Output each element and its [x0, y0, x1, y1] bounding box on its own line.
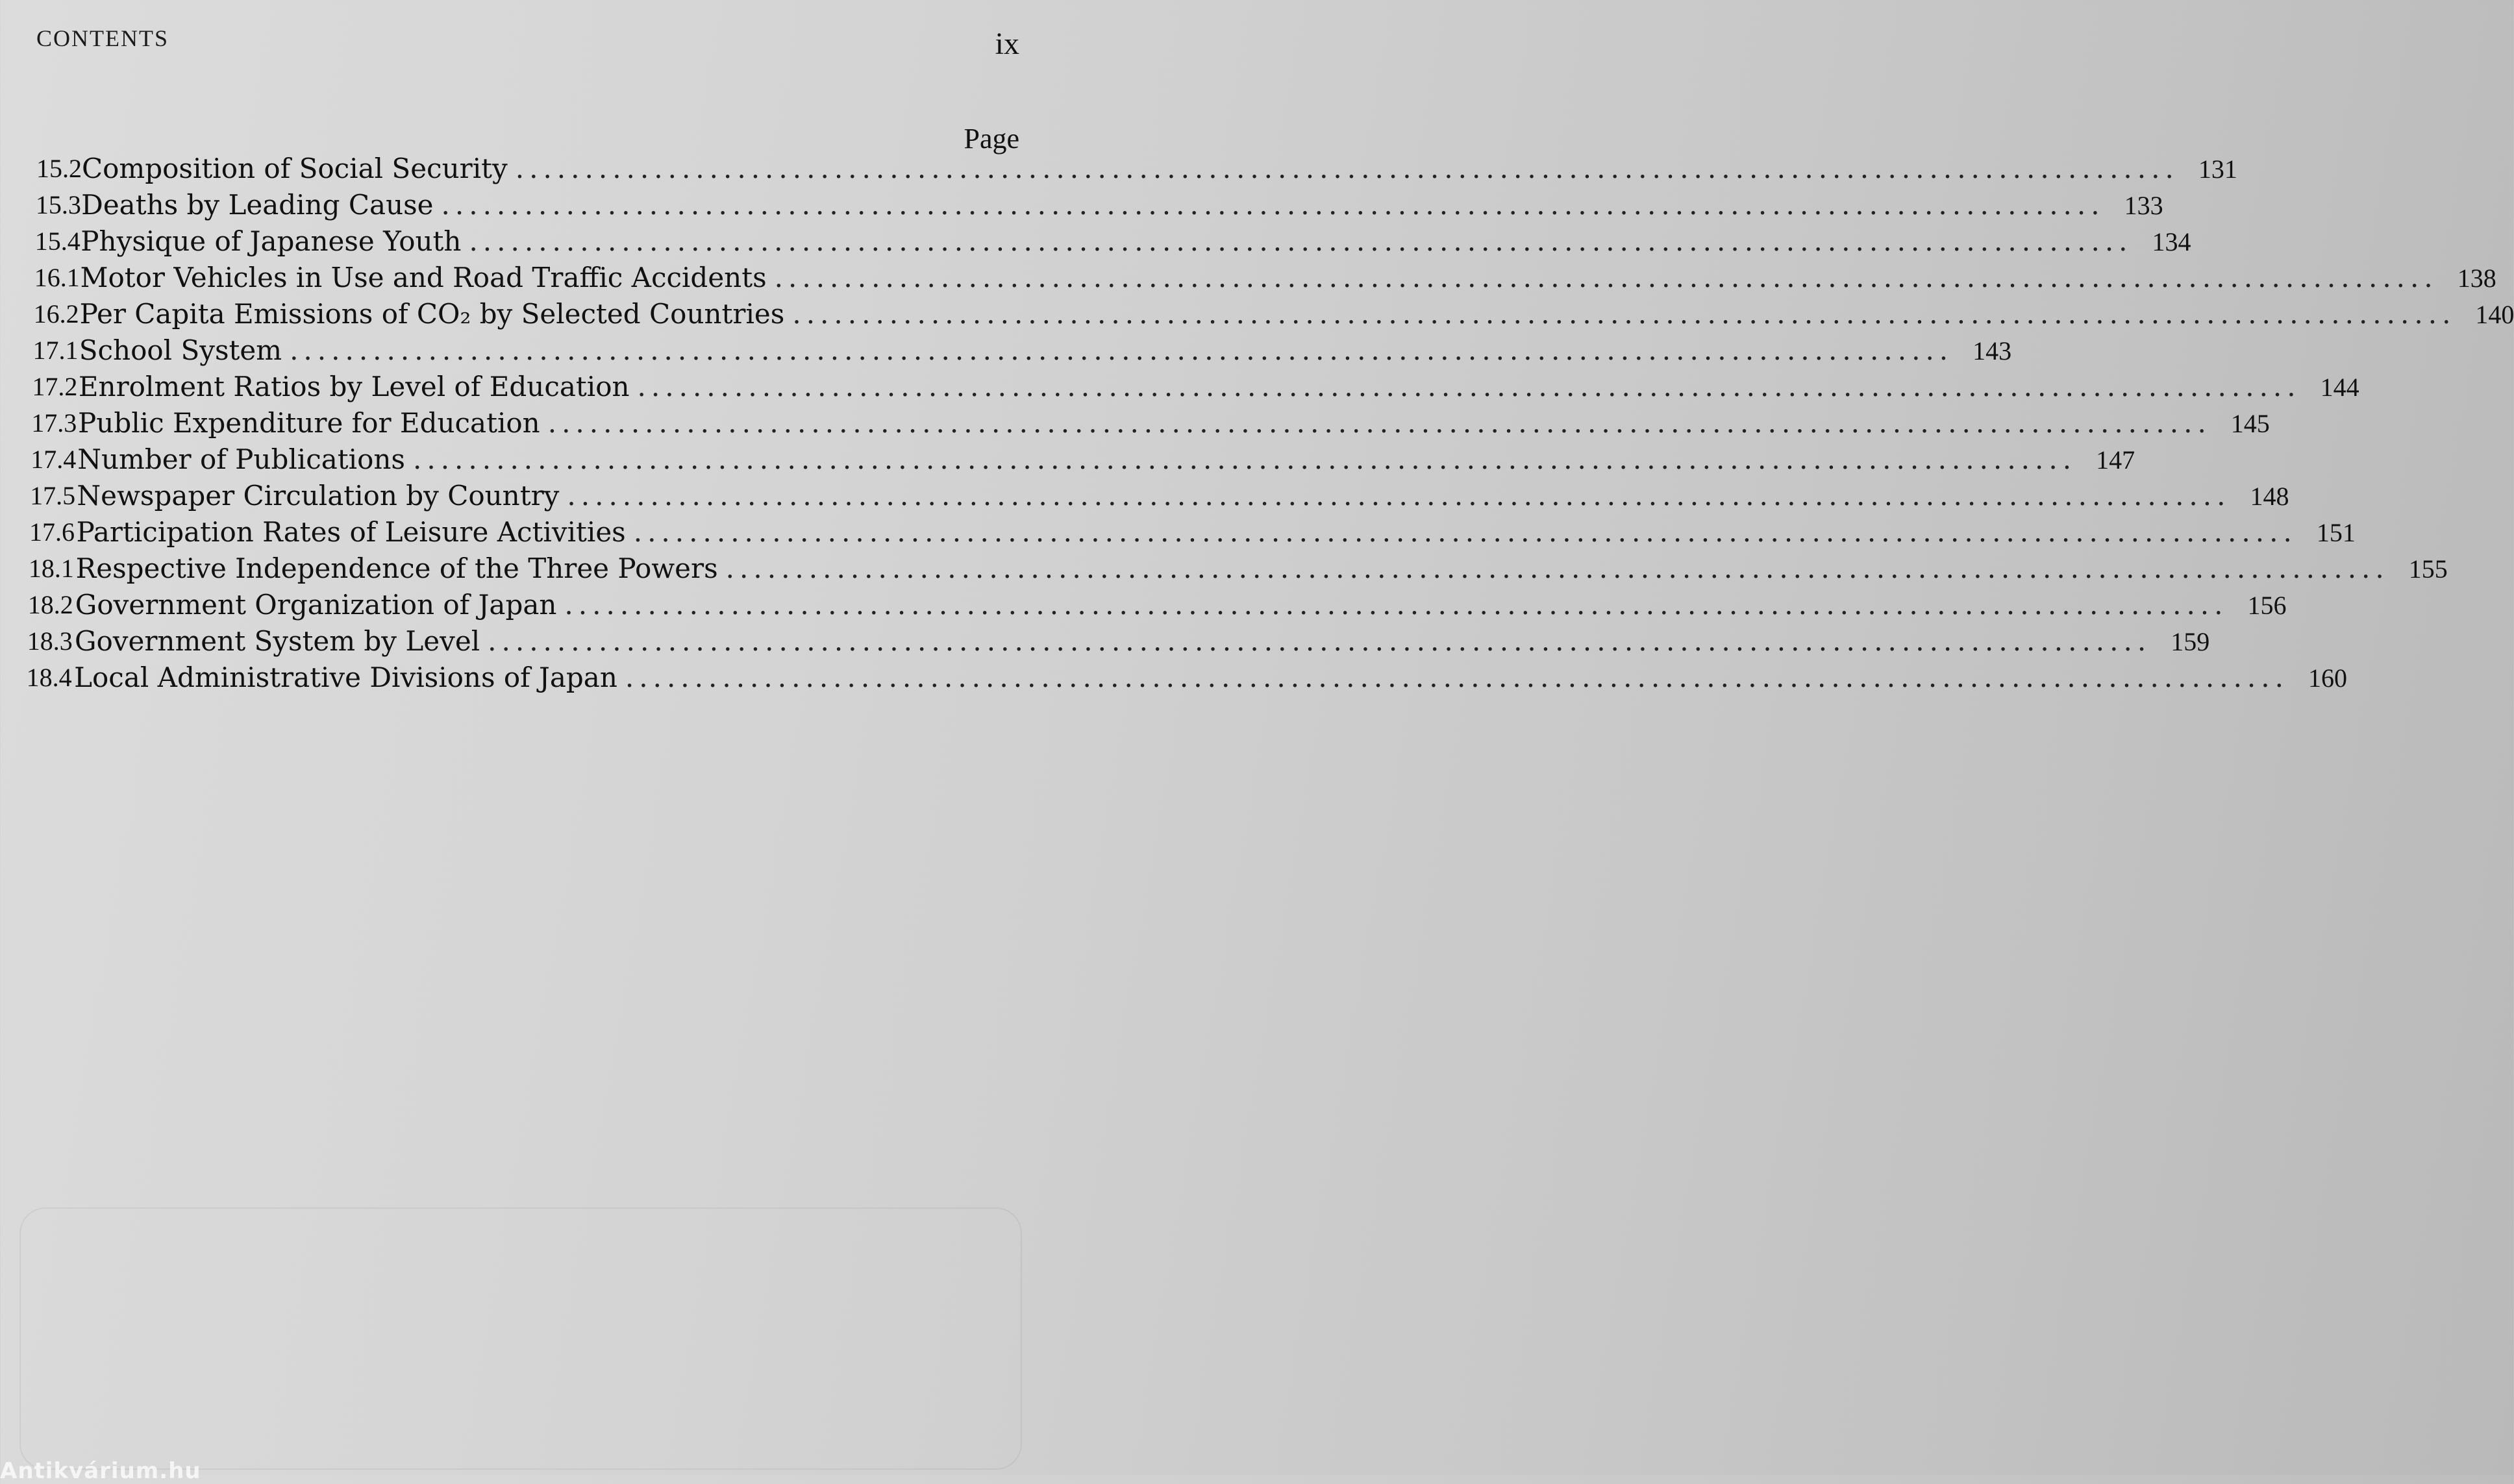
entry-page: 144: [2320, 373, 2359, 402]
table-of-contents: [13, 151, 2514, 696]
entry-title: Newspaper Circulation by Country: [77, 480, 560, 512]
entry-title: Government System by Level: [74, 625, 480, 657]
toc-entry: [13, 260, 2496, 296]
entry-page: 160: [2308, 663, 2347, 693]
entry-page: 159: [2171, 627, 2210, 656]
toc-entry: [13, 587, 2287, 623]
watermark-logo: Antikvárium.hu: [0, 1458, 201, 1484]
entry-page: 151: [2316, 518, 2356, 547]
toc-entry: [13, 369, 2359, 405]
page-column-heading: Page: [964, 123, 1019, 155]
leader-dots: ........................................................................................................................: [469, 225, 2133, 257]
entry-number: 18.1: [28, 554, 74, 583]
show-through-box: [19, 1207, 1022, 1470]
entry-page: 145: [2230, 409, 2270, 438]
toc-entry: [13, 623, 2210, 660]
leader-dots: ........................................................................................................................: [792, 298, 2456, 330]
entry-title: Composition of Social Security: [82, 153, 508, 184]
entry-page: 134: [2152, 227, 2191, 256]
toc-entry: [13, 514, 2356, 550]
entry-number: 16.2: [33, 299, 79, 328]
entry-number: 17.6: [29, 517, 75, 547]
entry-number: 17.4: [31, 445, 77, 474]
entry-number: 18.2: [27, 590, 73, 619]
entry-page: 133: [2124, 191, 2163, 220]
leader-dots: ........................................................................................................................: [625, 662, 2289, 693]
leader-dots: ........................................................................................................................: [290, 334, 1954, 366]
leader-dots: ........................................................................................................................: [564, 589, 2228, 621]
leader-dots: ........................................................................................................................: [547, 407, 2211, 439]
entry-title: Respective Independence of the Three Powers: [75, 552, 718, 584]
leader-dots: ........................................................................................................................: [725, 552, 2389, 584]
toc-entry: [13, 405, 2270, 441]
entry-title: School System: [79, 334, 282, 366]
toc-entry: [13, 660, 2347, 696]
entry-title: Public Expenditure for Education: [78, 407, 540, 439]
entry-title: Physique of Japanese Youth: [81, 225, 462, 257]
leader-dots: ........................................................................................................................: [488, 625, 2152, 657]
leader-dots: ........................................................................................................................: [413, 443, 2077, 475]
entry-title: Deaths by Leading Cause: [81, 189, 434, 221]
entry-page: 138: [2457, 264, 2496, 293]
entry-page: 148: [2250, 482, 2289, 511]
entry-page: 131: [2198, 155, 2237, 184]
page-number: ix: [995, 27, 1019, 61]
entry-title: Local Administrative Divisions of Japan: [74, 662, 617, 693]
entry-title: Enrolment Ratios by Level of Education: [78, 371, 630, 402]
entry-number: 17.5: [30, 481, 76, 510]
toc-entry: [13, 296, 2514, 332]
entry-number: 15.2: [36, 154, 82, 183]
entry-page: 156: [2247, 591, 2287, 620]
leader-dots: ........................................................................................................................: [637, 371, 2301, 402]
entry-title: Government Organization of Japan: [75, 589, 557, 621]
leader-dots: ........................................................................................................................: [633, 516, 2297, 548]
entry-page: 155: [2408, 554, 2448, 584]
entry-number: 17.3: [31, 408, 77, 438]
entry-title: Number of Publications: [77, 443, 405, 475]
toc-entry: [13, 151, 2237, 187]
entry-title: Motor Vehicles in Use and Road Traffic Accidents: [80, 262, 767, 293]
entry-page: 140: [2475, 300, 2514, 329]
entry-page: 147: [2096, 445, 2135, 475]
running-head: CONTENTS: [36, 25, 169, 51]
toc-entry: [13, 187, 2163, 223]
entry-number: 17.2: [32, 372, 78, 401]
leader-dots: ........................................................................................................................: [441, 189, 2105, 221]
entry-number: 17.1: [32, 336, 79, 365]
toc-entry: [13, 332, 2012, 369]
entry-number: 18.3: [27, 626, 73, 656]
leader-dots: ........................................................................................................................: [567, 480, 2231, 512]
toc-entry: [13, 478, 2289, 514]
entry-title: Per Capita Emissions of CO₂ by Selected Countries: [79, 298, 785, 330]
leader-dots: ........................................................................................................................: [774, 262, 2438, 293]
toc-entry: [13, 223, 2191, 260]
leader-dots: ........................................................................................................................: [515, 153, 2179, 184]
toc-entry: [13, 550, 2448, 587]
entry-number: 18.4: [26, 663, 72, 692]
entry-number: 15.4: [34, 227, 81, 256]
entry-title: Participation Rates of Leisure Activities: [76, 516, 626, 548]
toc-entry: [13, 441, 2135, 478]
entry-number: 15.3: [35, 190, 81, 219]
entry-page: 143: [1973, 336, 2012, 365]
entry-number: 16.1: [34, 263, 80, 292]
